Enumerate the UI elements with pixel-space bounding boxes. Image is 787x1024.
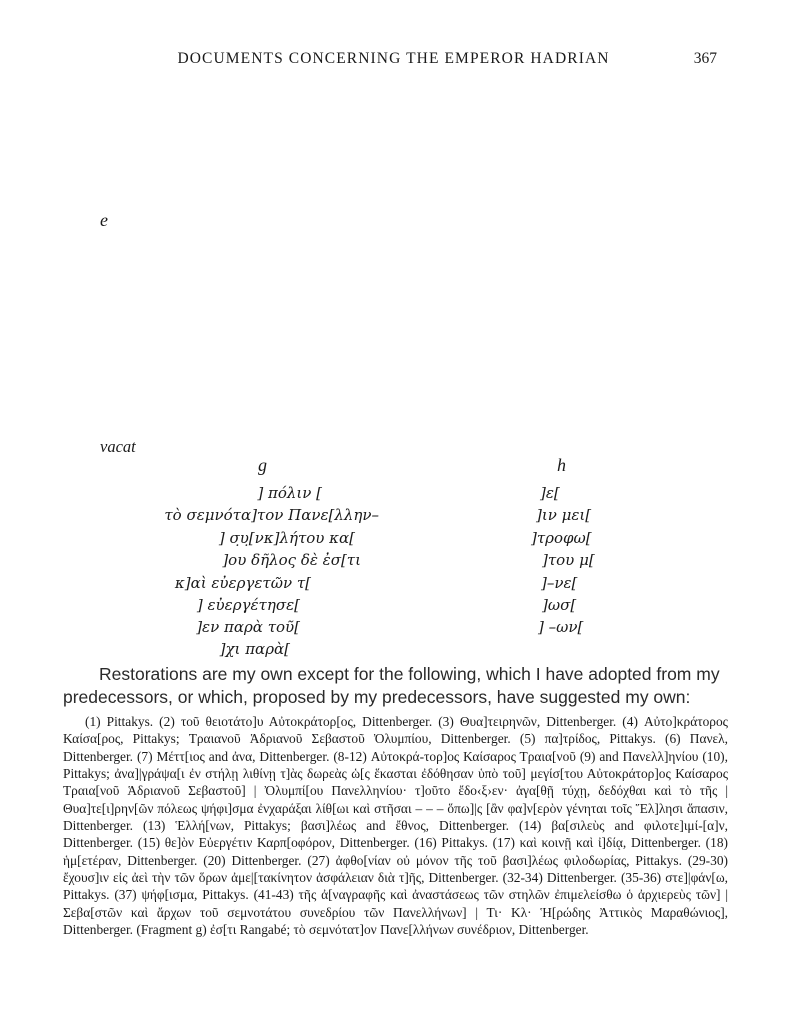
fragment-h-line: ]του μ[ xyxy=(542,551,595,569)
fragment-g-line: ]εν παρὰ τοῦ[ xyxy=(196,618,300,636)
fragment-h-line: ]–νε[ xyxy=(541,574,578,592)
page-number: 367 xyxy=(693,50,717,67)
fragment-h-line: ]ιν μει[ xyxy=(536,506,592,524)
fragment-g-line: ] εὐεργέτησε[ xyxy=(196,596,300,614)
fragment-h-label: h xyxy=(557,455,566,475)
fragment-h-line: ]ωσ[ xyxy=(542,596,577,614)
running-header xyxy=(0,50,787,74)
fragment-g-line: ]χι παρὰ[ xyxy=(219,640,290,658)
restoration-notes-text: (1) Pittakys. (2) τοῦ θειοτάτο]υ Αὐτοκράτορ[ος, Dittenberger. (3) Θυα]τειρηνῶν, Dittenberger. (4) Αὐτο]κράτορος Καίσα[ρος, Pittakys; Τραιανοῦ Ἁδριανοῦ Σεβαστοῦ Ὀλυμπίου, Dittenberger. (5) πα]τρίδος, Pittakys. (6) Πανελ, Dittenberger. (7) Μέττ[ιος and ἀνα, Dittenberger. (8-12) Αὐτοκρά-τορ]ος Καίσαρος Τραια[νοῦ (9) and Πανελλ]ηνίου (10), Pittakys; ἀνα]|γράψα[ι ἐν στήλῃ λιθίνῃ τ]ὰς δωρεὰς ὡ[ς ἕκασται ἐδόθησαν ὑπὸ τοῦ] μεγίσ[του Αὐτοκράτορ]ος Καίσαρος Τραια[νοῦ Ἁδριανοῦ Σεβαστοῦ] | Ὀλυμπί[ου Πανελληνίου· τ]οῦτο ἔδο‹ξ›εν· ἀγα[θῇ τύχῃ, δεδόχθαι καὶ τὸ τῆς | Θυα]τε[ι]ρην[ῶν πόλεως ψήφι]σμα ἐνχαράξαι λίθ[ωι καὶ στῆσαι – – – ὅπω]|ς [ἂν φα]ν[ερὸν γένηται τοῖς Ἕλ]λησι ἅπασιν, Dittenberger. (13) Ἑλλή[νων, Pittakys; βασι]λέως and ἔθνος, Dittenberger. (14) βα[σιλεὺς and φιλοτε]ιμί-[α]ν, Dittenberger. (15) θε]ὸν Εὐεργέτιν Καρπ[οφόρον, Dittenberger. (16) Pittakys. (17) καὶ κοινῇ καὶ ἰ]δίᾳ, Dittenberger. (18) ἡμ[ετέραν, Dittenberger. (20) Dittenberger. (27) ἀφθο[νίαν οὐ μόνον τῆς τοῦ βασι]λέως φιλοδωρίας, Pittakys. (29-30) ἔχουσ]ιν εἰς ἀεὶ τὴν τῶν ὅρων ἀμε|[τακίνητον ἀσφάλειαν διὰ τ]ῆς, Dittenberger. (32-34) Dittenberger. (35-36) στε]|φάν[ω, Pittakys. (37) ψήφ[ισμα, Pittakys. (41-43) τῆς ἀ[ναγραφῆς καὶ ἀναστάσεως τῶν στηλῶν ἐπιμελείσθω ὁ ἀρχιερεὺς τῶν] | Σεβα[στῶν καὶ ἄρχων τοῦ σεμνοτάτου συνεδρίου τῶν Πανελλήνων] | Τι· Κλ· Ἡ[ρώδης Ἀττικὸς Μαραθώνιος], Dittenberger. (Fragment g) ἐσ[τι Rangabé; τὸ σεμνότατ]ον Πανε[λλήνων συνέδριον, Dittenberger. xyxy=(63,714,728,938)
vacat-note: vacat xyxy=(100,437,136,456)
fragment-g-line: τὸ σεμνότα]τον Πανε[λλην– xyxy=(164,506,379,524)
fragment-h-line: ]τροφω[ xyxy=(531,529,592,547)
restoration-notes xyxy=(63,713,728,938)
fragment-e-label: e xyxy=(100,210,108,230)
fragment-g-line: ] σ̣υ̣[νκ]λήτου κα[ xyxy=(218,529,355,547)
fragment-g-line: ]ου δῆλος δὲ ἐσ[τι xyxy=(222,551,361,569)
header-title: DOCUMENTS CONCERNING THE EMPEROR HADRIAN xyxy=(177,50,610,67)
fragment-g-label: g xyxy=(258,455,267,475)
fragment-g-line: ] πόλιν [ xyxy=(257,484,322,502)
restorations-intro xyxy=(63,663,728,709)
fragment-h-line: ]ε[ xyxy=(540,484,560,502)
restorations-intro-text: Restorations are my own except for the following, which I have adopted from my predecessors, or which, proposed by my predecessors, have suggested my own: xyxy=(63,664,720,707)
fragment-h-line: ] –ων[ xyxy=(538,618,584,636)
fragment-g-line: κ]αὶ εὐεργετῶν τ[ xyxy=(174,574,311,592)
